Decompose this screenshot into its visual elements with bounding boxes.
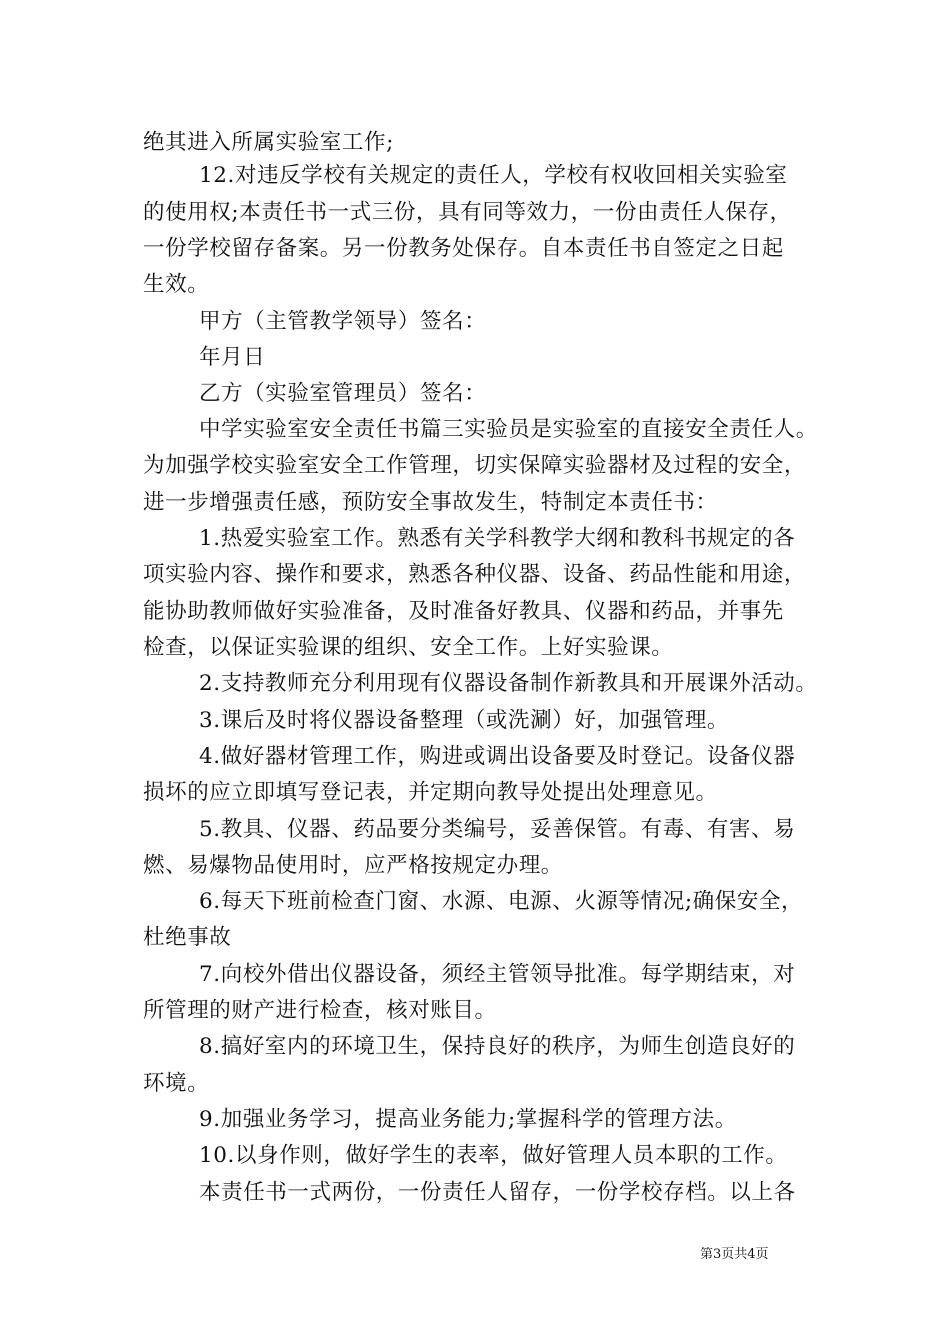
text-line: 绝其进入所属实验室工作;	[143, 130, 394, 155]
text-line: 8.搞好室内的环境卫生，保持良好的秩序，为师生创造良好的	[199, 1034, 796, 1059]
text-line: 杜绝事故	[143, 925, 232, 950]
text-line: 4.做好器材管理工作，购进或调出设备要及时登记。设备仪器	[199, 744, 796, 769]
text-line: 中学实验室安全责任书篇三实验员是实验室的直接安全责任人。	[199, 417, 818, 442]
text-line: 10.以身作则，做好学生的表率，做好管理人员本职的工作。	[199, 1143, 788, 1168]
text-line: 能协助教师做好实验准备，及时准备好教具、仪器和药品，并事先	[143, 599, 784, 624]
text-line: 所管理的财产进行检查，核对账目。	[143, 998, 497, 1023]
text-line: 1.热爱实验室工作。熟悉有关学科教学大纲和教科书规定的各	[199, 526, 796, 551]
page-indicator: 第3页共4页	[700, 1247, 769, 1262]
text-line: 9.加强业务学习，提高业务能力;掌握科学的管理方法。	[199, 1107, 737, 1132]
text-line: 燃、易爆物品使用时，应严格按规定办理。	[143, 853, 563, 878]
text-line: 环境。	[143, 1071, 210, 1096]
text-line: 损坏的应立即填写登记表，并定期向教导处提出处理意见。	[143, 780, 718, 805]
text-line: 7.向校外借出仪器设备，须经主管领导批准。每学期结束，对	[199, 962, 796, 987]
text-line: 年月日	[199, 345, 266, 370]
text-line: 检查，以保证实验课的组织、安全工作。上好实验课。	[143, 635, 674, 660]
text-line: 一份学校留存备案。另一份教务处保存。自本责任书自签定之日起	[143, 236, 784, 261]
text-line: 5.教具、仪器、药品要分类编号，妥善保管。有毒、有害、易	[199, 817, 796, 842]
text-line: 生效。	[143, 272, 210, 297]
text-line: 2.支持教师充分利用现有仪器设备制作新教具和开展课外活动。	[199, 671, 818, 696]
text-line: 本责任书一式两份，一份责任人留存，一份学校存档。以上各	[199, 1180, 796, 1205]
text-line: 12.对违反学校有关规定的责任人，学校有权收回相关实验室	[199, 163, 788, 188]
text-line: 甲方（主管教学领导）签名：	[199, 309, 487, 334]
text-line: 乙方（实验室管理员）签名：	[199, 381, 487, 406]
text-line: 为加强学校实验室安全工作管理，切实保障实验器材及过程的安全，	[143, 453, 807, 478]
text-line: 的使用权;本责任书一式三份，具有同等效力，一份由责任人保存，	[143, 200, 792, 225]
text-line: 项实验内容、操作和要求，熟悉各种仪器、设备、药品性能和用途，	[143, 562, 807, 587]
text-line: 进一步增强责任感，预防安全事故发生，特制定本责任书：	[143, 490, 718, 515]
text-line: 6.每天下班前检查门窗、水源、电源、火源等情况;确保安全，	[199, 889, 804, 914]
text-line: 3.课后及时将仪器设备整理（或洗涮）好，加强管理。	[199, 708, 730, 733]
